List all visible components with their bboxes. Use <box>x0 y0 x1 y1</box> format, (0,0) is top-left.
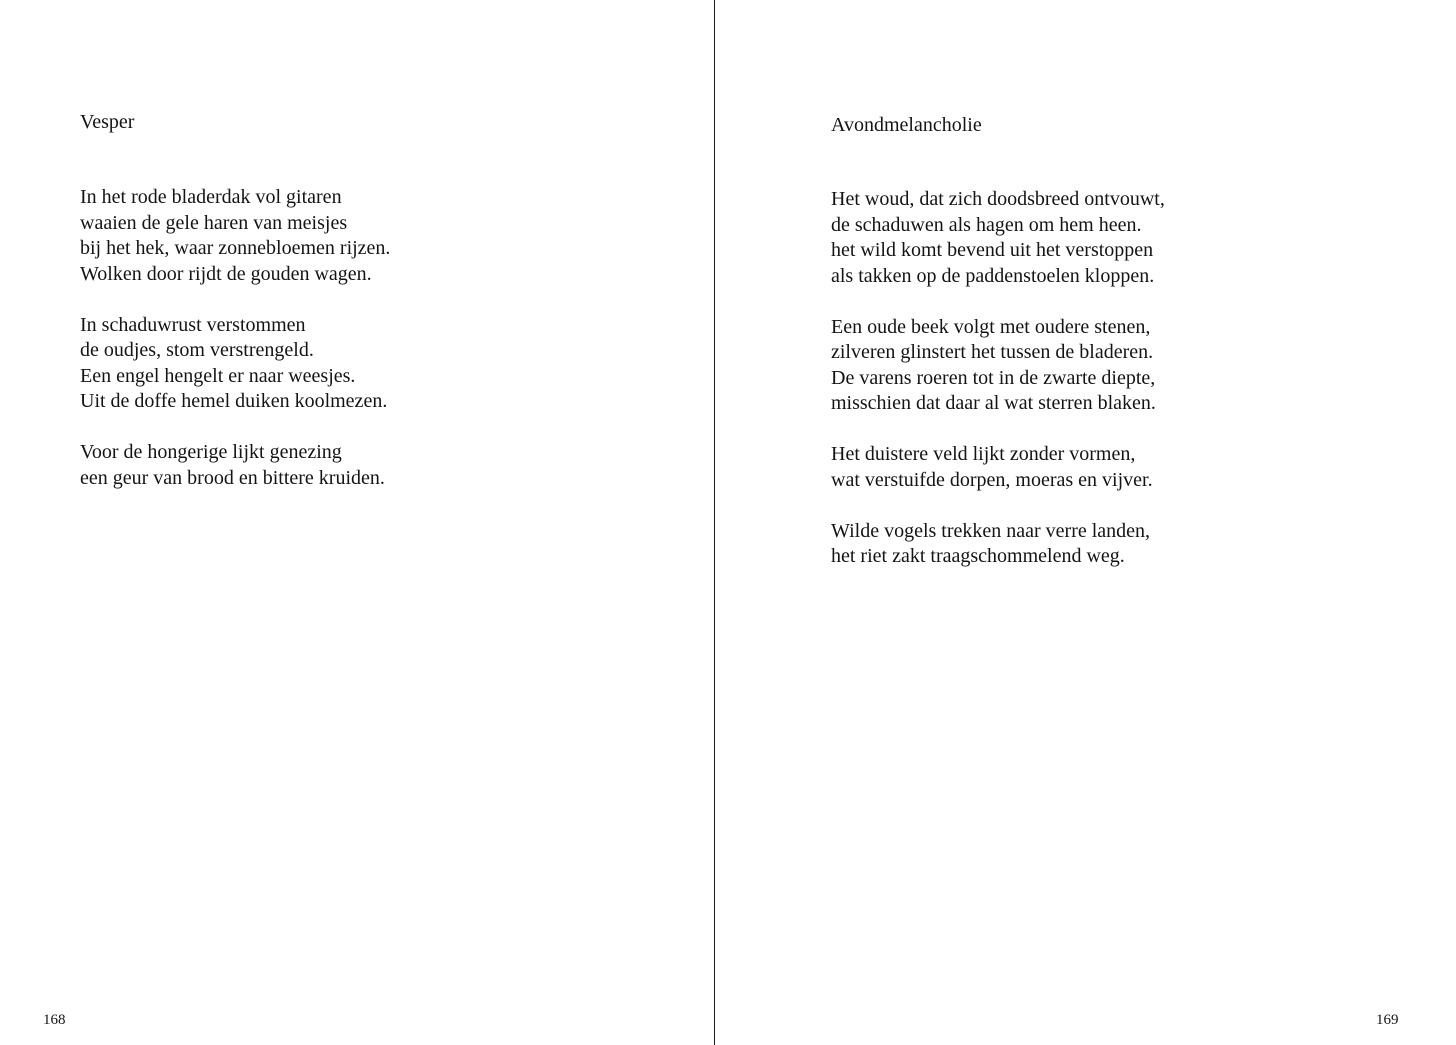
poem-line: als takken op de paddenstoelen kloppen. <box>831 264 1155 287</box>
stanza <box>80 185 390 287</box>
poem-line: In schaduwrust verstommen <box>80 313 306 336</box>
poem-line: bij het hek, waar zonnebloemen rijzen. <box>80 237 391 259</box>
poem-line: het wild komt bevend uit het verstoppen <box>831 239 1154 261</box>
poem-line: Het woud, dat zich doodsbreed ontvouwt, <box>831 188 1165 210</box>
poem-line: Voor de hongerige lijkt genezing <box>80 441 342 463</box>
poem-line: In het rode bladerdak vol gitaren <box>80 186 342 208</box>
poem-title: Vesper <box>80 111 135 133</box>
stanza <box>831 442 1165 493</box>
poem-line: Uit de doffe hemel duiken koolmezen. <box>80 390 388 412</box>
page-number: 168 <box>43 1012 66 1028</box>
poem-body <box>80 185 390 517</box>
poem-line: de schaduwen als hagen om hem heen. <box>831 213 1142 236</box>
right-page <box>716 0 1456 1045</box>
book-gutter-divider <box>714 0 715 1045</box>
left-page <box>0 0 714 1045</box>
poem-line: Een engel hengelt er naar weesjes. <box>80 364 356 387</box>
poem-line: De varens roeren tot in de zwarte diepte, <box>831 366 1156 389</box>
poem-line: Wilde vogels trekken naar verre landen, <box>831 519 1151 542</box>
page-number: 169 <box>1376 1012 1399 1028</box>
poem-line: Wolken door rijdt de gouden wagen. <box>80 262 372 285</box>
poem-line: misschien dat daar al wat sterren blaken. <box>831 392 1156 414</box>
poem-line: zilveren glinstert het tussen de bladeren. <box>831 341 1154 363</box>
poem-line: Het duistere veld lijkt zonder vormen, <box>831 443 1136 465</box>
poem-line: waaien de gele haren van meisjes <box>80 211 348 234</box>
poem-title: Avondmelancholie <box>831 114 982 136</box>
poem-body <box>831 187 1165 595</box>
stanza <box>80 440 390 491</box>
poem-line: het riet zakt traagschommelend weg. <box>831 545 1125 567</box>
poem-line: wat verstuifde dorpen, moeras en vijver. <box>831 468 1153 491</box>
poem-line: de oudjes, stom verstrengeld. <box>80 339 314 361</box>
poem-line: Een oude beek volgt met oudere stenen, <box>831 315 1151 338</box>
poem-line: een geur van brood en bittere kruiden. <box>80 466 385 489</box>
stanza <box>80 313 390 415</box>
stanza <box>831 187 1165 289</box>
stanza <box>831 519 1165 570</box>
stanza <box>831 315 1165 417</box>
